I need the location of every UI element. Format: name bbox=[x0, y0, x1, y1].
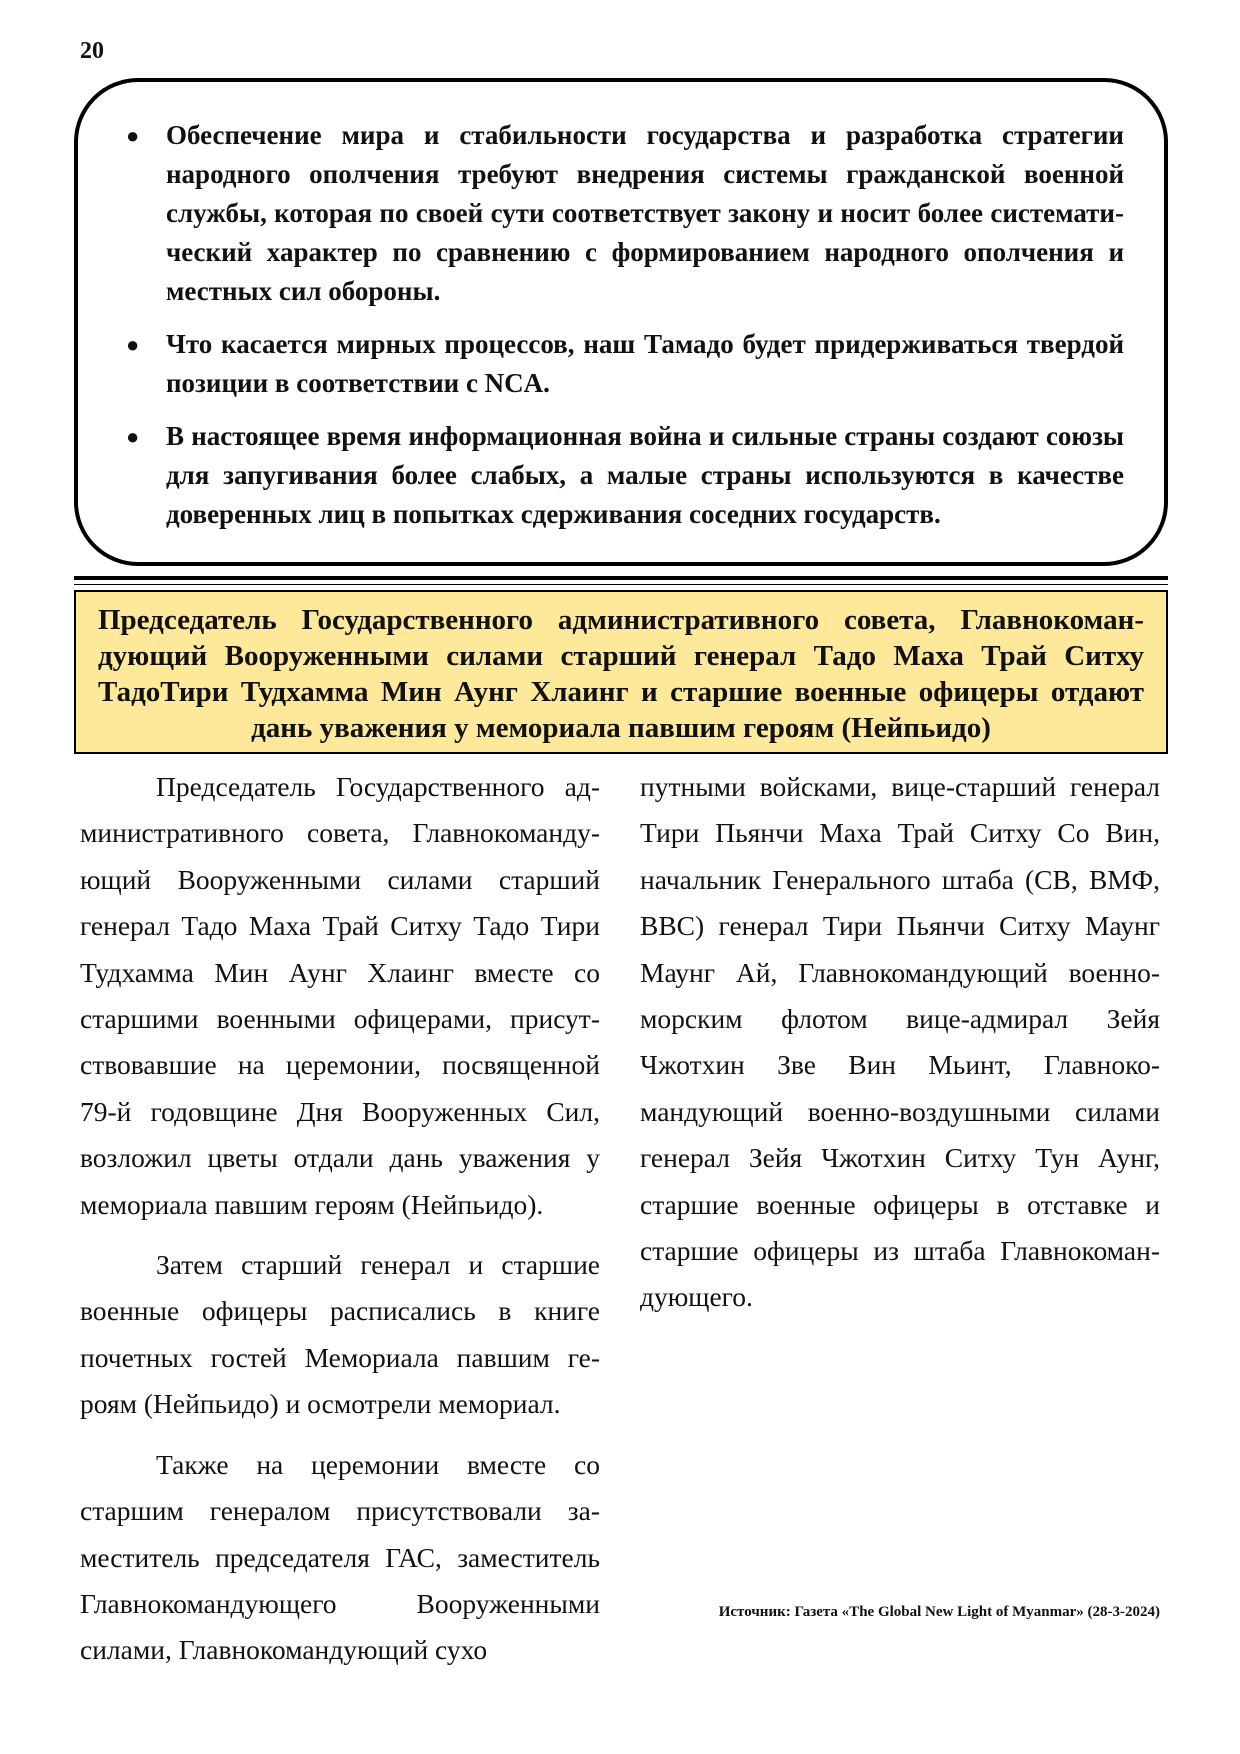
article-right-column bbox=[640, 764, 1160, 1335]
divider-thin bbox=[74, 584, 1168, 585]
summary-list bbox=[102, 116, 1124, 534]
photo-caption: Председатель Государственного административного совета, Главнокомандующий Вооруженными силами старший генерал Тадо Маха Трай Ситху ТадоТири Тудхамма Мин Аунг Хлаинг и старшие военные офицеры отдают дань уважения у мемориала павшим героям (Нейпьидо) bbox=[74, 590, 1168, 754]
article-paragraph: Также на церемонии вместе со старшим генералом присутствовали заместитель председателя ГАС, заместитель Главнокомандующего Вооруженными силами, Главнокомандующий сухо bbox=[80, 1448, 600, 1666]
summary-item: ● Что касается мирных процессов, наш Тамадо будет придерживаться твердой позиции в соответствии с NCA. bbox=[166, 325, 1124, 403]
bullet-icon: ● bbox=[126, 424, 140, 449]
bullet-icon: ● bbox=[126, 332, 140, 357]
bullet-icon: ● bbox=[126, 123, 140, 148]
article-paragraph: путными войсками, вице-старший генерал Тири Пьянчи Маха Трай Ситху Со Вин, начальник Генерального штаба (СВ, ВМФ, ВВС) генерал Тири Пьянчи Ситху Маунг Маунг Ай, Главнокомандующий военно-морским флотом вице-адмирал Зейя Чжотхин Зве Вин Мьинт, Главнокомандующий военно-воздушными силами генерал Зейя Чжотхин Ситху Тун Аунг, старшие военные офицеры в отставке и старшие офицеры из штаба Главнокомандующего. bbox=[640, 771, 1160, 1313]
article-left-column bbox=[80, 764, 600, 1688]
summary-item: ● Обеспечение мира и стабильности государства и разработка стратегии народного ополчения требуют внедрения системы гражданской военной службы, которая по своей сути соответствует закону и носит более систематический характер по сравнению с формированием народного ополчения и местных сил обороны. bbox=[166, 116, 1124, 311]
article-paragraph: Председатель Государственного административного совета, Главнокомандующий Вооруженными силами старший генерал Тадо Маха Трай Ситху Тадо Тири Тудхамма Мин Аунг Хлаинг вместе со старшими военными офицерами, присутствовавшие на церемонии, посвященной 79-й годовщине Дня Вооруженных Сил, возложил цветы отдали дань уважения у мемориала павшим героям (Нейпьидо). bbox=[80, 771, 600, 1220]
summary-item: ● В настоящее время информационная война и сильные страны создают союзы для запугивания более слабых, а малые страны используются в качестве доверенных лиц в попытках сдерживания соседних государств. bbox=[166, 417, 1124, 534]
article-paragraph: Затем старший генерал и старшие военные офицеры расписались в книге почетных гостей Мемориала павшим героям (Нейпьидо) и осмотрели мемориал. bbox=[80, 1249, 600, 1420]
page-number: 20 bbox=[80, 38, 104, 64]
source-credit: Источник: Газета «The Global New Light of Myanmar» (28-3-2024) bbox=[718, 1604, 1160, 1620]
divider-thick bbox=[74, 576, 1168, 580]
summary-box bbox=[74, 78, 1168, 566]
